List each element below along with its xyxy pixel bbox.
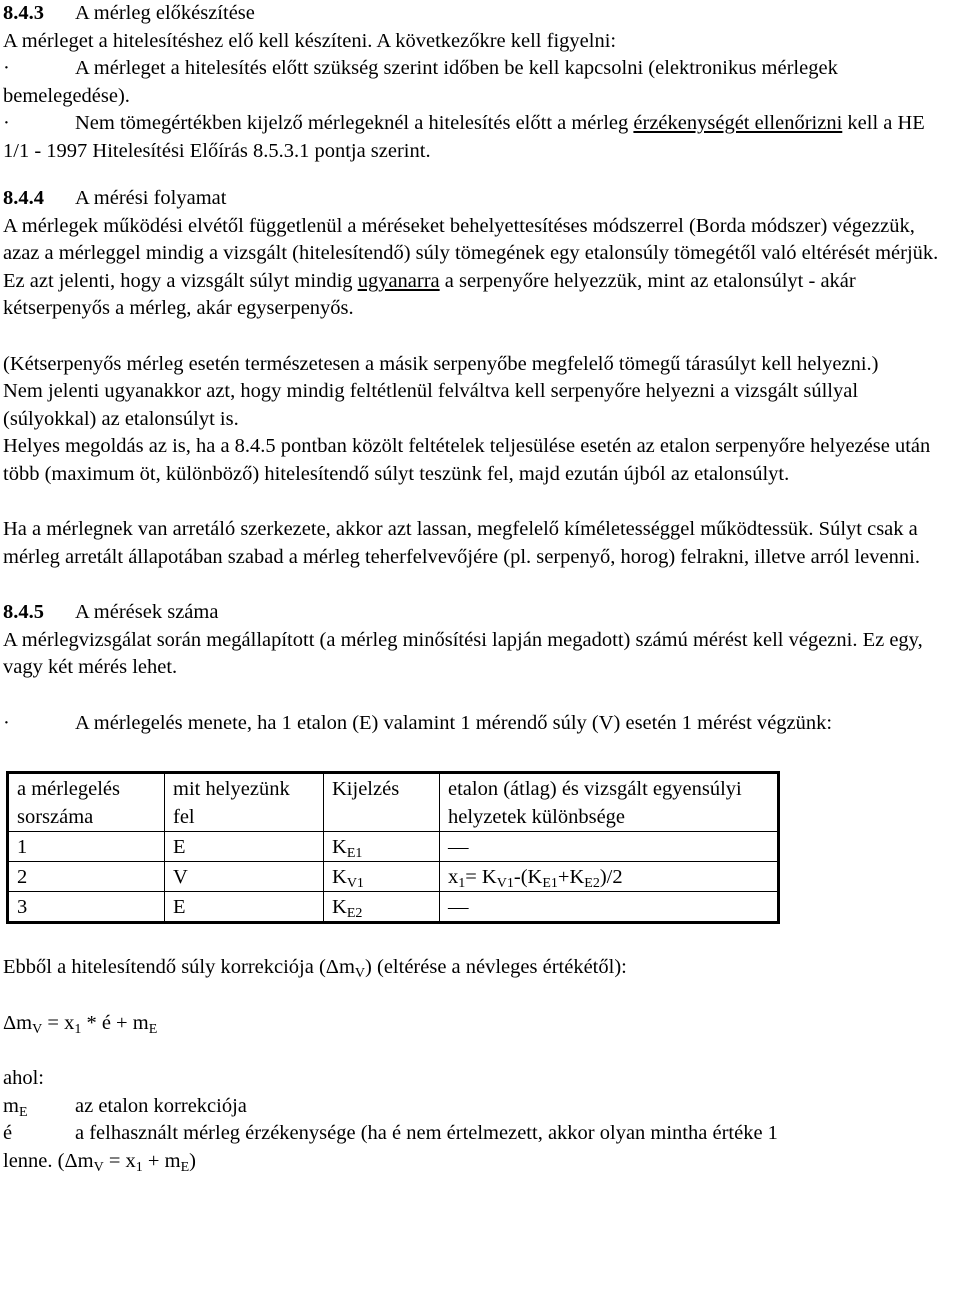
table-cell: $K_{E1}$ [324, 832, 440, 862]
definition-item: $m_E$ az etalon korrekciója [3, 1094, 247, 1120]
paragraph: A mérlegvizsgálat során megállapított (a mérleg minősítési lapján megadott) számú mérést kell végezni. Ez egy, vagy két mérés lehet. [3, 628, 923, 678]
section-heading-845 [3, 599, 955, 627]
table-cell: V [165, 862, 324, 892]
table-cell: $K_{V1}$ [324, 862, 440, 892]
table-header-cell: etalon (átlag) és vizsgált egyensúlyi helyzetek különbsége [440, 773, 779, 832]
paragraph: Ebből a hitelesítendő súly korrekciója $(\Delta m_V)$ (eltérése a névleges értékétől): [3, 956, 627, 981]
table-cell: E [165, 832, 324, 862]
paragraph: ahol: [3, 1067, 44, 1089]
table-header-cell: Kijelzés [324, 773, 440, 832]
section-number: 8.4.3 [3, 2, 44, 24]
table-cell: $K_{E2}$ [324, 892, 440, 923]
table-cell: — [440, 892, 779, 923]
paragraph: Helyes megoldás az is, ha a 8.4.5 pontban közölt feltételek teljesülése esetén az etalon serpenyőre helyezése után több (maximum öt, különböző) hitelesítendő súlyt teszünk fel, majd ezután újból az etalonsúlyt. [3, 435, 931, 485]
section-number: 8.4.4 [3, 187, 44, 209]
table-cell: E [165, 892, 324, 923]
definition-item: é a felhasznált mérleg érzékenysége (ha é nem értelmezett, akkor olyan mintha értéke 1 [3, 1122, 778, 1144]
paragraph: (Kétserpenyős mérleg esetén természetesen a másik serpenyőbe megfelelő tömegű tárasúlyt kell helyezni.) [3, 352, 879, 375]
section-heading-844 [3, 185, 955, 213]
document-page [3, 0, 955, 1175]
bullet-item: · A mérlegelés menete, ha 1 etalon (E) valamint 1 mérendő súly (V) esetén 1 mérést végzünk: [3, 710, 955, 738]
measurement-table [6, 771, 780, 924]
section-title: A mérési folyamat [75, 187, 227, 209]
table-cell: 1 [8, 832, 165, 862]
bullet-item: · Nem tömegértékben kijelző mérlegeknél a hitelesítés előtt a mérleg érzékenységét ellenőrizni kell a HE 1/1 - 1997 Hitelesítési Előírás 8.5.3.1 pontja szerint. [3, 112, 925, 162]
section-title: A mérések száma [75, 601, 219, 623]
paragraph: A mérlegek működési elvétől függetlenül a méréseket behelyettesítéses módszerrel (Borda módszer) végezzük, azaz a mérleggel mindig a vizsgált (hitelesítendő) súly tömegének egy etalonsúly tömegétől való eltérését mérjük. Ez azt jelenti, hogy a vizsgált súlyt mindig ugyanarra a serpenyőre helyezzük, mint az etalonsúlyt - akár kétserpenyős a mérleg, akár egyserpenyős. [3, 214, 939, 319]
table-cell: — [440, 832, 779, 862]
table-header-cell: a mérlegelés sorszáma [8, 773, 165, 832]
bullet-icon: · [3, 711, 10, 734]
section-title: A mérleg előkészítése [75, 2, 255, 24]
table-row [8, 892, 779, 923]
underlined-text: érzékenységét ellenőrizni [633, 112, 843, 134]
formula: $\Delta m_V = x_1$ * é + $m_E$ [3, 1011, 158, 1037]
table-cell: $x_1= K_{V1}-(K_{E1}+K_{E2})/2$ [440, 862, 779, 892]
bullet-icon: · [3, 57, 10, 79]
table-header-cell: mit helyezünk fel [165, 773, 324, 832]
table-row [8, 862, 779, 892]
paragraph: A mérleget a hitelesítéshez elő kell készíteni. A következőkre kell figyelni: [3, 29, 617, 52]
table-row [8, 832, 779, 862]
section-heading-843 [3, 0, 955, 28]
table-cell: 2 [8, 862, 165, 892]
definition-continuation: lenne. $(\Delta m_V = x_1 + m_E)$ [3, 1149, 196, 1175]
table-cell: 3 [8, 892, 165, 923]
bullet-icon: · [3, 112, 10, 134]
paragraph: Nem jelenti ugyanakkor azt, hogy mindig feltétlenül felváltva kell serpenyőre helyezni a vizsgált súllyal (súlyokkal) az etalonsúlyt is. [3, 380, 859, 430]
table-header-row [8, 773, 779, 832]
paragraph: Ha a mérlegnek van arretáló szerkezete, akkor azt lassan, megfelelő kíméletességgel működtessük. Súlyt csak a mérleg arretált állapotában szabad a mérleg teherfelvevőjére (pl. serpenyő, horog) felrakni, illetve arról levenni. [3, 518, 920, 568]
section-number: 8.4.5 [3, 601, 44, 623]
bullet-item: · A mérleget a hitelesítés előtt szükség szerint időben be kell kapcsolni (elektronikus mérlegek bemelegedése). [3, 57, 838, 107]
underlined-text: ugyanarra [357, 269, 440, 292]
